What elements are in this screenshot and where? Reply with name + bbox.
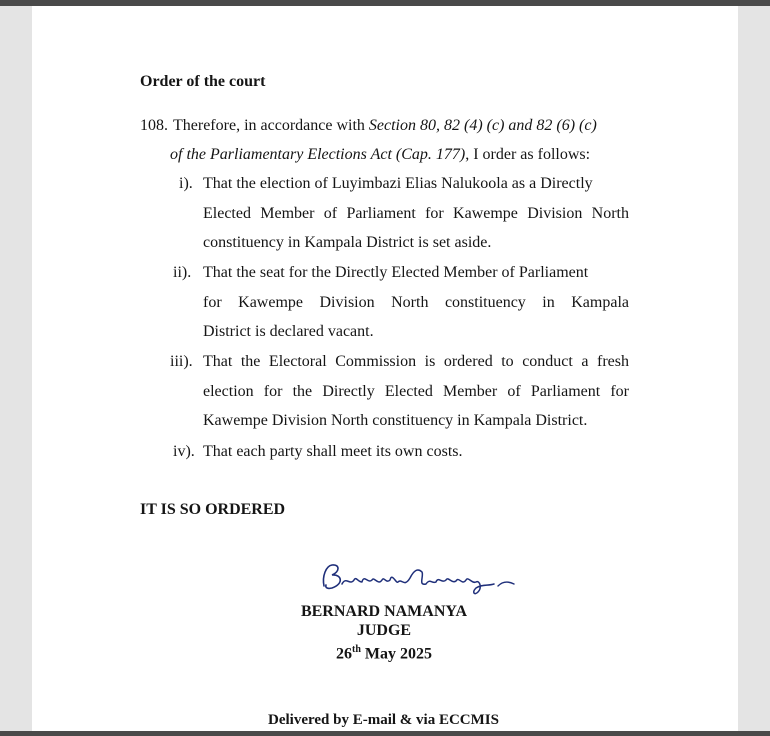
order-i-line-1: That the election of Luyimbazi Elias Nalukoola as a Directly	[203, 175, 593, 192]
judge-title: JUDGE	[356, 622, 412, 639]
order-ii-line-3: District is declared vacant.	[203, 323, 374, 340]
order-label-i: i).	[179, 175, 193, 192]
statute-citation: Section 80, 82 (4) (c) and 82 (6) (c)	[368, 117, 597, 134]
order-label-iii: iii).	[170, 353, 193, 370]
order-iii-line-2: election for the Directly Elected Member of Parliament for	[203, 383, 629, 400]
closing-statement: IT IS SO ORDERED	[140, 501, 286, 518]
judgment-date	[284, 640, 484, 664]
statute-name: of the Parliamentary Elections Act (Cap. 177)	[170, 146, 466, 163]
order-iii-line-1: That the Electoral Commission is ordered to conduct a fresh	[203, 353, 629, 370]
order-ii-line-1: That the seat for the Directly Elected Member of Parliament	[203, 264, 589, 281]
judge-name: BERNARD NAMANYA	[300, 603, 468, 620]
paragraph-intro-end: , I order as follows:	[465, 146, 591, 163]
paragraph-line-1	[173, 116, 597, 136]
date-month-year: May 2025	[360, 645, 432, 663]
order-label-ii: ii).	[173, 264, 192, 281]
order-ii-line-2: for Kawempe Division North constituency in Kampala	[203, 294, 629, 311]
paragraph-number: 108.	[140, 117, 168, 134]
section-heading: Order of the court	[140, 73, 266, 90]
date-suffix: th	[351, 644, 361, 655]
bottom-frame-bar	[0, 731, 770, 736]
order-i-line-3: constituency in Kampala District is set aside.	[203, 234, 492, 251]
paragraph-line-2	[170, 145, 590, 165]
order-i-line-2: Elected Member of Parliament for Kawempe Division North	[203, 205, 629, 222]
paragraph-intro: Therefore, in accordance with	[173, 117, 369, 134]
delivery-note: Delivered by E-mail & via ECCMIS	[268, 712, 499, 728]
order-iii-line-3: Kawempe Division North constituency in Kampala District.	[203, 412, 588, 429]
order-iv-line-1: That each party shall meet its own costs.	[203, 443, 463, 460]
order-label-iv: iv).	[173, 443, 195, 460]
date-day: 26	[335, 645, 352, 663]
document-page	[32, 6, 738, 731]
signature-image	[318, 558, 528, 602]
